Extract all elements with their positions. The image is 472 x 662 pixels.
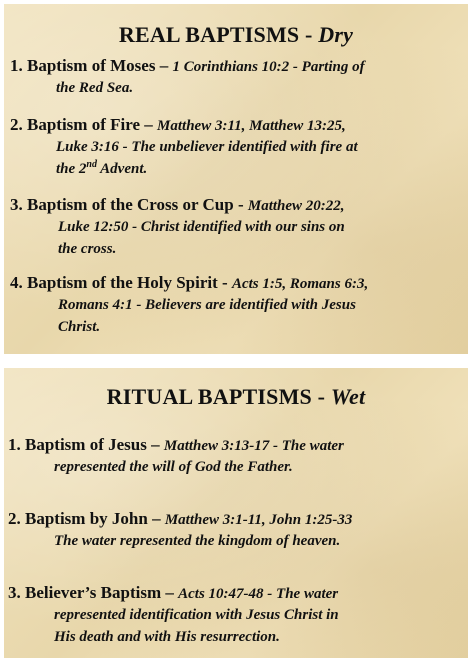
real-baptisms-panel	[4, 4, 468, 354]
ritual-item-3: 3. Believer’s Baptism – Acts 10:47-48 - The water represented identification with Jesus Christ in His death and with His resurrection.	[8, 583, 339, 645]
ritual-item-1: 1. Baptism of Jesus – Matthew 3:13-17 - The water represented the will of God the Father.	[8, 435, 344, 475]
real-item-4: 4. Baptism of the Holy Spirit - Acts 1:5, Romans 6:3, Romans 4:1 - Believers are identified with Jesus Christ.	[10, 273, 369, 335]
ritual-item-2: 2. Baptism by John – Matthew 3:1-11, John 1:25-33 The water represented the kingdom of heaven.	[8, 509, 353, 549]
ritual-baptisms-panel	[4, 368, 468, 658]
real-item-2: 2. Baptism of Fire – Matthew 3:11, Matthew 13:25, Luke 3:16 - The unbeliever identified with fire at the 2nd Advent.	[10, 115, 358, 177]
real-baptisms-heading: REAL BAPTISMS - Dry	[118, 22, 354, 47]
real-item-3: 3. Baptism of the Cross or Cup - Matthew 20:22, Luke 12:50 - Christ identified with our sins on the cross.	[10, 195, 345, 257]
ritual-baptisms-heading: RITUAL BAPTISMS - Wet	[106, 384, 366, 409]
real-item-1: 1. Baptism of Moses – 1 Corinthians 10:2 - Parting of the Red Sea.	[10, 56, 365, 96]
